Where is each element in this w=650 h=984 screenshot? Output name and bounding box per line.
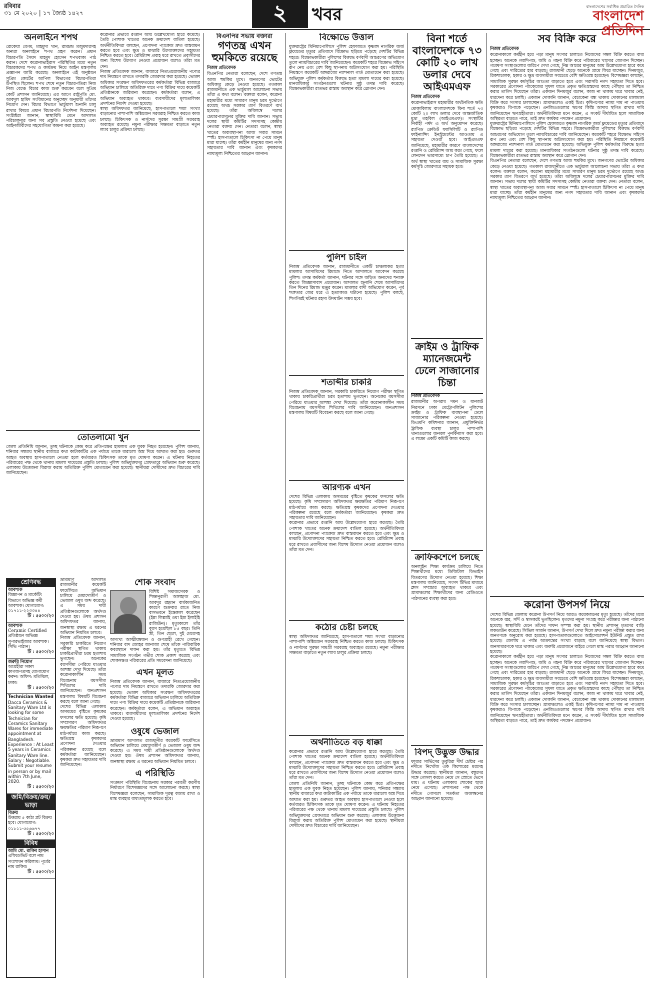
portrait-photo: [110, 590, 146, 634]
divider: [289, 620, 404, 621]
article-imf: [411, 33, 483, 333]
divider: [289, 735, 404, 736]
divider: [6, 430, 200, 431]
article-condolence: [110, 578, 200, 978]
headline: অর্থনীতিতে বড় ধাক্কা: [310, 738, 383, 748]
headline: কঠোর চেষ্টা চলছে: [315, 623, 378, 633]
article-ganatantra: [207, 33, 282, 423]
divider: [289, 480, 404, 481]
ad-text: এফিডেভিট বলে নাম সংশোধন করিলাম। পূর্বের নাম রাকিব।: [8, 854, 51, 871]
divider: [411, 745, 483, 746]
headline: গণতন্ত্র এখন হুমকিতে রয়েছে: [211, 40, 278, 64]
article-laptop: [411, 553, 483, 743]
article-body: করোনাকালে কর্মহীন হয়ে পড়া মানুষ সংসার চালাতে নিজেদের সম্বল বিক্রি করতে বাধ্য হচ্ছেন। অনেকে গবাদিপশু, জমি ও গহনা বিক্রি করে পরিবারের খাদ্যের জোগান দিচ্ছেন। গবেষণা সংস্থাগুলোর জরিপে দেখা গেছে, নিম্ন আয়ের মানুষের আয় উল্লেখযোগ্য হারে কমে গেছে এবং দারিদ্র্যের হার বাড়ছে। রাজধানী ছেড়ে অনেকে গ্রামে ফিরে যাচ্ছেন। দিনমজুর, রিকশাচালক, হকার ও ক্ষুদ্র ব্যবসায়ীরা সবচেয়ে বেশি ক্ষতিগ্রস্ত হয়েছেন। বিশেষজ্ঞরা বলছেন, সামাজিক সুরক্ষা কর্মসূচির আওতা বাড়াতে হবে এবং সরাসরি নগদ সহায়তা দিতে হবে। সরকারের প্রণোদনা প্যাকেজের সুফল যাতে প্রকৃত ক্ষতিগ্রস্তদের কাছে পৌঁছায় তা নিশ্চিত করার তাগিদ দিয়েছেন তাঁরা। একজন দিনমজুর বলেন, কাজ না থাকায় ঘরে খাবার নেই, ধারদেনা করে চলছি। একজন দোকানি জানান, বেচাকেনা বন্ধ থাকায় দোকানের মালামাল বিক্রি করে সংসার চালাচ্ছেন। গ্রামাঞ্চলেও একই চিত্র। কৃষিপণ্যের ন্যায্য দাম না পাওয়ায় কৃষকরাও বিপাকে পড়েছেন। এনজিওগুলোর ঋণের কিস্তি আদায় স্থগিত রাখার দাবি জানিয়েছেন ঋণগ্রহীতারা। অর্থনীতিবিদরা মনে করেন, এ সংকট দীর্ঘায়িত হলে সামাজিক অস্থিরতা বাড়তে পারে, তাই দ্রুত কার্যকর পদক্ষেপ প্রয়োজন।: [490, 655, 644, 724]
ad-text: উত্তরায় ৫ কাঠা প্লট বিক্রয় হবে। যোগাযোগ: ০১৮১১-৫৫৬৬৭৭: [8, 815, 52, 832]
headline: তোতলামো খুন: [77, 433, 129, 443]
article-body: করোনার প্রভাবে রপ্তানি আয় উল্লেখযোগ্য হারে কমেছে। তৈরি পোশাক খাতের অনেক ক্রয়াদেশ বাতিল হয়েছে। অর্থনীতিবিদরা বলছেন, প্রণোদনা প্যাকেজ দ্রুত বাস্তবায়ন করতে হবে এবং ক্ষুদ্র ও মাঝারি উদ্যোক্তাদের সহায়তা নিশ্চিত করতে হবে। রেমিট্যান্স প্রবাহ ধরে রাখতে প্রবাসীদের জন্য বিশেষ উদ্যোগ নেওয়া প্রয়োজন বলেও তাঁরা মত দেন।: [289, 521, 404, 553]
article-body: ফায়ার সার্ভিসের ডুবুরিরা দীর্ঘ চেষ্টার পর নদীতে নিখোঁজ এক কিশোরের মরদেহ উদ্ধার করেছে। স্থানীয়রা জানান, বন্ধুদের সঙ্গে গোসল করতে নেমে সে স্রোতে ভেসে যায়। এ ঘটনায় এলাকায় শোকের ছায়া নেমে এসেছে। প্রশাসনের পক্ষ থেকে নদীতে গোসলে সতর্কতা অবলম্বনের আহ্বান জানানো হয়েছে।: [411, 760, 483, 803]
classified-ad: [7, 848, 55, 878]
article-crime-traffic: [411, 338, 483, 548]
classifieds-header: বিবিধ: [7, 840, 55, 848]
article-online-oath: [6, 33, 96, 428]
classified-ad: [7, 623, 55, 659]
column-divider: [203, 33, 204, 978]
article-body: করোনাভাইরাস মহামারীর অর্থনৈতিক ক্ষতি মোকাবিলায় বাংলাদেশকে বিনা শর্তে ৭৩ কোটি ২০ লাখ ডলার দেবে আন্তর্জাতিক মুদ্রা তহবিল (আইএমএফ)। সংস্থাটির নির্বাহী পর্ষদ এ অর্থ অনুমোদন করেছে। র‍্যাপিড ক্রেডিট ফ্যাসিলিটি ও র‍্যাপিড ফাইন্যান্সিং ইনস্ট্রুমেন্টের আওতায় এ সহায়তা দেওয়া হবে। আইএমএফ জানিয়েছে, মহামারীর কারণে বাংলাদেশের রপ্তানি ও রেমিট্যান্স আয় কমে গেছে, ফলে লেনদেন ভারসাম্যে চাপ তৈরি হয়েছে। এ অর্থ স্বাস্থ্য খাতের ব্যয় ও সামাজিক সুরক্ষা কর্মসূচি জোরদারে সহায়ক হবে।: [411, 101, 483, 170]
headline: ওষুধে ভেজাল: [130, 726, 180, 737]
ad-title: আমি মো. রাকিব হাসান: [8, 849, 49, 855]
article-body: জেলা প্রতিনিধি জানান, তুচ্ছ ঘটনাকে কেন্দ্র করে প্রতিপক্ষের হামলায় এক যুবক নিহত হয়েছেন। পুলিশ জানায়, শনিবার সন্ধ্যায় স্থানীয় বাজারে কথা কাটাকাটির এক পর্যায়ে তাকে ধারালো অস্ত্র দিয়ে আঘাত করা হয়। গুরুতর আহত অবস্থায় হাসপাতালে নেওয়া হলে কর্তব্যরত চিকিৎসক তাকে মৃত ঘোষণা করেন। এ ঘটনায় নিহতের পরিবারের পক্ষ থেকে থানায় মামলা দায়েরের প্রস্তুতি চলছে। পুলিশ অভিযুক্তদের গ্রেফতারে অভিযান শুরু করেছে। এলাকায় উত্তেজনা বিরাজ করায় অতিরিক্ত পুলিশ মোতায়েন করা হয়েছে। স্থানীয়রা দোষীদের দ্রুত বিচারের দাবি জানিয়েছেন।: [6, 445, 200, 477]
article-sab-bikri: [490, 33, 644, 593]
ad-title: আবশ্যক: [8, 588, 23, 593]
article-continuation: [60, 578, 106, 978]
divider: [289, 250, 404, 251]
ad-text: আগ্রহীরা সকল কাগজপত্রসহ যোগাযোগ করুন। অফিস: মতিঝিল, ঢাকা।: [8, 664, 50, 686]
date-line: ৩১ মে ২০২০ | ১৭ জ্যৈষ্ঠ ১৪২৭: [4, 10, 84, 17]
article-bikkhobhe: [289, 33, 404, 248]
classifieds-column: [6, 578, 56, 978]
article-kathor: [289, 623, 404, 733]
classifieds-header: জমি/বিক্রয়/ক্রয়/ভাড়া: [7, 794, 55, 810]
ad-price: টি : ৫৫০০/২০: [27, 650, 54, 656]
headline: বিপদ্ উদ্ভুক্ত উদ্ধার: [414, 748, 480, 758]
article-corona: [490, 599, 644, 978]
article-body: নিজস্ব প্রতিবেদক জানান, রাজধানীতে একটি চাঞ্চল্যকর হত্যা মামলার আসামিদের রিমান্ডে নিতে আদালতে আবেদন করেছে পুলিশ। তদন্ত কর্মকর্তা জানান, ঘটনার সঙ্গে জড়িত অন্যদের শনাক্ত করতে জিজ্ঞাসাবাদ প্রয়োজন। আদালত শুনানি শেষে আসামিদের তিন দিনের রিমান্ড মঞ্জুর করেন। মামলার বাদী অভিযোগ করেন, পূর্ব শত্রুতার জের ধরে এ হত্যাকাণ্ড ঘটানো হয়েছে। পুলিশ বলছে, শিগগিরই ঘটনার রহস্য উদঘাটন সম্ভব হবে।: [289, 265, 404, 302]
article-body: বিএনপির নেতারা বলেছেন, দেশে গণতন্ত্র আজ হুমকির মুখে। জনগণের ভোটের অধিকার কেড়ে নেওয়া হয়েছে। গতকাল রাজধানীতে এক ভার্চুয়াল আলোচনা সভায় তাঁরা এ কথা বলেন। বক্তারা বলেন, করোনা মহামারীর মধ্যে সাধারণ মানুষ চরম দুর্ভোগে রয়েছে অথচ সরকার ত্রাণ বিতরণে ব্যর্থ হয়েছে। তাঁরা অবিলম্বে দলের চেয়ারপারসনের মুক্তির দাবি জানান। সভায় দলের স্থায়ী কমিটির সদস্যসহ কেন্দ্রীয় নেতারা বক্তব্য দেন। নেতারা বলেন, স্বাস্থ্য খাতের অব্যবস্থাপনা আজ সবার সামনে স্পষ্ট। হাসপাতালে চিকিৎসা না পেয়ে মানুষ মারা যাচ্ছে। তাঁরা কর্মহীন মানুষের জন্য নগদ সহায়তার দাবি জানান এবং কৃষকদের ন্যায্যমূল্য নিশ্চিতের আহ্বান জানান।: [207, 72, 282, 157]
divider: [490, 596, 644, 597]
logo-text: বাংলাদেশ প্রতিদিন: [592, 9, 644, 39]
classified-ad: [7, 810, 55, 840]
divider: [289, 375, 404, 376]
article-body: ভ্রাম্যমাণ আদালত রাজধানীর কয়েকটি ফার্মেসিতে অভিযান চালিয়ে মেয়াদোত্তীর্ণ ও ভেজাল ওষুধ জব্দ করেছে। এ সময় দায়ী প্রতিষ্ঠানগুলোকে অর্থদণ্ড দেওয়া হয়। ঔষধ প্রশাসন অধিদফতর জানায়, জনস্বাস্থ্য রক্ষায় এ ধরনের অভিযান নিয়মিত চলবে।: [110, 738, 200, 765]
headline: ক্রাফিকশেপে চলছে: [414, 553, 480, 563]
article-body: ভ্রাম্যমাণ আদালত রাজধানীর কয়েকটি ফার্মেসিতে অভিযান চালিয়ে মেয়াদোত্তীর্ণ ও ভেজাল ওষুধ জব্দ করেছে। এ সময় দায়ী প্রতিষ্ঠানগুলোকে অর্থদণ্ড দেওয়া হয়। ঔষধ প্রশাসন অধিদফতর জানায়, জনস্বাস্থ্য রক্ষায় এ ধরনের অভিযান নিয়মিত চলবে।: [60, 578, 106, 636]
column-divider: [285, 33, 286, 978]
weekday: রবিবার: [4, 3, 21, 10]
classifieds-header: শ্রেণিবদ্ধ: [7, 579, 55, 587]
article-body: রাজধানীর অপরাধ দমন ও যানজট নিরসনে ঢাকা মেট্রোপলিটন পুলিশের ক্রাইম ও ট্রাফিক ব্যবস্থাপনা ঢেলে সাজানোর পরিকল্পনা নেওয়া হয়েছে। ডিএমপি কমিশনার জানান, প্রযুক্তিনির্ভর ট্রাফিক ব্যবস্থা চালুর পাশাপাশি থানাগুলোর জনবল পুনর্বিন্যাস করা হবে। এ লক্ষ্যে একটি কমিটি কাজ করছে।: [411, 400, 483, 443]
article-body: বিএনপির নেতারা বলেছেন, দেশে গণতন্ত্র আজ হুমকির মুখে। জনগণের ভোটের অধিকার কেড়ে নেওয়া হয়েছে। গতকাল রাজধানীতে এক ভার্চুয়াল আলোচনা সভায় তাঁরা এ কথা বলেন। বক্তারা বলেন, করোনা মহামারীর মধ্যে সাধারণ মানুষ চরম দুর্ভোগে রয়েছে অথচ সরকার ত্রাণ বিতরণে ব্যর্থ হয়েছে। তাঁরা অবিলম্বে দলের চেয়ারপারসনের মুক্তির দাবি জানান। সভায় দলের স্থায়ী কমিটির সদস্যসহ কেন্দ্রীয় নেতারা বক্তব্য দেন। নেতারা বলেন, স্বাস্থ্য খাতের অব্যবস্থাপনা আজ সবার সামনে স্পষ্ট। হাসপাতালে চিকিৎসা না পেয়ে মানুষ মারা যাচ্ছে। তাঁরা কর্মহীন মানুষের জন্য নগদ সহায়তার দাবি জানান এবং কৃষকদের ন্যায্যমূল্য নিশ্চিতের আহ্বান জানান।: [490, 159, 644, 202]
article-body: স্বাস্থ্য অধিদফতর জানিয়েছে, হাসপাতালে শয্যা সংখ্যা বাড়ানোর পাশাপাশি অক্সিজেন সরবরাহ নিশ্চিত করতে কাজ চলছে। চিকিৎসক ও নার্সদের সুরক্ষা সামগ্রী সরবরাহ অব্যাহত রয়েছে। নমুনা পরীক্ষার সক্ষমতা বাড়াতে নতুন ল্যাব চালুর প্রক্রিয়া চলছে।: [100, 107, 200, 134]
article-body: রোকেয়া বেগম, মাহমুদা খান, রামচন্দ্র মজুমদারসহ অন্যরা অনলাইনে শপথ গ্রহণ করেন। প্রধান বিচারপতি সৈয়দ মাহমুদ হোসেন শপথবাক্য পাঠ করান। দেশে করোনাভাইরাস পরিস্থিতির মধ্যে নতুন বিচারকদের শপথ ও কার্যক্রম নিয়ে আইন মন্ত্রণালয় প্রজ্ঞাপন জারি করেছে। অনলাইনে এই অনুষ্ঠানে সুপ্রিম কোর্টের আপিল বিভাগের বিচারপতিরা উপস্থিত ছিলেন। শপথ শেষে নতুন বিচারপতিরা নিজ নিজ বেঞ্চে বিচার কাজ শুরু করবেন বলে সুপ্রিম কোর্ট প্রশাসন জানিয়েছে। এর আগে রাষ্ট্রপতি মো. আবদুল হামিদ সংবিধানের অনুচ্ছেদ অনুযায়ী তাঁদের নিয়োগ দেন। বিচার বিভাগে ভার্চুয়াল শুনানি চালু রাখার বিষয়ে প্রধান বিচারপতি নির্দেশনা দিয়েছেন। সংশ্লিষ্টরা জানান, স্বাস্থ্যবিধি মেনে আদালত পরিচালনার জন্য সব প্রস্তুতি নেওয়া হয়েছে এবং আইনজীবীদের সহযোগিতা কামনা করা হয়েছে।: [6, 45, 96, 130]
article-body: বিশিষ্ট সমাজসেবক ও শিক্ষানুরাগী আলহাজ মো. আবদুর রহমান বার্ধক্যজনিত কারণে শুক্রবার রাতে নিজ বাসভবনে ইন্তেকাল করেছেন (ইন্না লিল্লাহি ওয়া ইন্না ইলাইহি রাজিউন)। মৃত্যুকালে তাঁর বয়স হয়েছিল ৮৫ বছর। তিনি স্ত্রী, তিন ছেলে, দুই মেয়েসহ অসংখ্য আত্মীয়স্বজন ও গুণগ্রাহী রেখে গেছেন। শনিবার বাদ জোহর জানাজা শেষে তাঁকে পারিবারিক কবরস্থানে দাফন করা হয়। তাঁর মৃত্যুতে বিভিন্ন সামাজিক সংগঠন গভীর শোক প্রকাশ করেছে এবং শোকসন্তপ্ত পরিবারের প্রতি সমবেদনা জানিয়েছে।: [110, 590, 200, 664]
classified-ad-english: [7, 694, 55, 793]
headline: বিনা শর্তে বাংলাদেশকে ৭৩ কোটি ২০ লাখ ডলার দেবে আইএমএফ: [412, 33, 482, 93]
ad-text: Ceramic Certified প্রতিষ্ঠানে অভিজ্ঞ সুপারভাইজার আবশ্যক। সিভি পাঠান।: [8, 629, 49, 650]
photo-shoulder-shape: [114, 614, 143, 634]
headline: শোক সংবাদ: [134, 578, 176, 588]
ad-text: Dacca Ceramics & Sanitary Ware Ltd is looking for some Technician for Ceramics Sanitary Wares for immediate appointment at Bangladesh. Experience : At Least 5 years in Ceramics Sanitary Ware line. Salary : Negotiable. Submit your resume in person or by mail within 7th June, 2020.: [8, 700, 54, 786]
article-body: যুক্তরাষ্ট্রের মিনিয়াপোলিসে পুলিশ হেফাজতে কৃষ্ণাঙ্গ নাগরিক জর্জ ফ্লয়েডের মৃত্যুর প্রতিবাদে বিক্ষোভ ছড়িয়ে পড়েছে দেশটির বিভিন্ন শহরে। বিক্ষোভকারীরা পুলিশের বিরুদ্ধে বর্ণবাদী আচরণের অভিযোগ তুলে ন্যায়বিচারের দাবি জানিয়েছেন। কয়েকটি শহরে বিক্ষোভ সহিংস রূপ নেয় এবং বেশ কিছু স্থাপনায় অগ্নিসংযোগ করা হয়। পরিস্থিতি নিয়ন্ত্রণে কয়েকটি অঙ্গরাজ্যে ন্যাশনাল গার্ড মোতায়েন করা হয়েছে। অভিযুক্ত পুলিশ কর্মকর্তার বিরুদ্ধে হত্যা মামলা দায়ের করা হয়েছে। মানবাধিকার সংগঠনগুলো ঘটনার সুষ্ঠু তদন্ত দাবি করেছে। বিক্ষোভকারীরা রাতভর রাস্তায় অবস্থান করে স্লোগান দেন।: [289, 45, 404, 93]
headline: এ পরিস্থিতি: [135, 769, 175, 780]
classified-ad: [7, 587, 55, 623]
article-police: [289, 253, 404, 373]
photo-head-shape: [120, 597, 137, 615]
article-body: দেশের বিভিন্ন এলাকায় অসময়ের বৃষ্টিতে কৃষকের ফসলের ক্ষতি হয়েছে। কৃষি সম্প্রসারণ অধিদফতর ক্ষয়ক্ষতির পরিমাণ নিরূপণে মাঠপর্যায়ে কাজ করছে। ক্ষতিগ্রস্ত কৃষকদের প্রণোদনা দেওয়ার পরিকল্পনা রয়েছে বলে কর্মকর্তারা জানিয়েছেন। কৃষকরা দ্রুত সহায়তার দাবি জানিয়েছেন।: [289, 495, 404, 522]
headline: শতাব্দীর চাকরি: [321, 378, 372, 388]
ad-price: টি : ৫৫০০/২০: [27, 686, 54, 692]
ad-title: জরুরি নিয়োগ: [8, 659, 33, 665]
page-number: ২: [252, 0, 308, 28]
ad-text: বিজ্ঞাপন ও মার্কেটিং বিভাগে অভিজ্ঞ কর্মী আবশ্যক। যোগাযোগ: ০১৭১১-২২৩৩৪৪: [8, 593, 45, 615]
ad-title: আবশ্যক: [8, 623, 23, 629]
ad-price: টি : ৫৫০০/২০: [27, 614, 54, 620]
ad-title: Technician Wanted: [8, 695, 54, 701]
headline: আরণ্যক এখন: [322, 483, 371, 493]
pull-quote: ক্রাইম ও ট্রাফিক ম্যানেজমেন্ট ঢেলে সাজানোর চিন্তা: [411, 338, 483, 394]
article-body: নিজস্ব প্রতিবেদক জানান, সরকারি চাকরিতে নিয়োগ পরীক্ষা স্থগিত থাকায় চাকরিপ্রার্থীরা চরম হতাশায় ভুগছেন। অনেকের বয়সসীমা পেরিয়ে যাওয়ার আশঙ্কা দেখা দিয়েছে। তাঁরা করোনাকালীন সময় বিবেচনায় বয়সসীমা শিথিলের দাবি জানিয়েছেন। জনপ্রশাসন মন্ত্রণালয় বিষয়টি বিবেচনা করছে বলে জানা গেছে।: [60, 636, 106, 705]
headline: করোনা উপসর্গ নিয়ে: [524, 599, 610, 611]
article-bishnu: [411, 748, 483, 978]
article-body: যুক্তরাষ্ট্রের মিনিয়াপোলিসে পুলিশ হেফাজতে কৃষ্ণাঙ্গ নাগরিক জর্জ ফ্লয়েডের মৃত্যুর প্রতিবাদে বিক্ষোভ ছড়িয়ে পড়েছে দেশটির বিভিন্ন শহরে। বিক্ষোভকারীরা পুলিশের বিরুদ্ধে বর্ণবাদী আচরণের অভিযোগ তুলে ন্যায়বিচারের দাবি জানিয়েছেন। কয়েকটি শহরে বিক্ষোভ সহিংস রূপ নেয় এবং বেশ কিছু স্থাপনায় অগ্নিসংযোগ করা হয়। পরিস্থিতি নিয়ন্ত্রণে কয়েকটি অঙ্গরাজ্যে ন্যাশনাল গার্ড মোতায়েন করা হয়েছে। অভিযুক্ত পুলিশ কর্মকর্তার বিরুদ্ধে হত্যা মামলা দায়ের করা হয়েছে। মানবাধিকার সংগঠনগুলো ঘটনার সুষ্ঠু তদন্ত দাবি করেছে। বিক্ষোভকারীরা রাতভর রাস্তায় অবস্থান করে স্লোগান দেন।: [490, 122, 644, 159]
date-block: [4, 3, 83, 17]
byline: নিজস্ব প্রতিবেদক: [411, 394, 440, 399]
article-body: নিজস্ব প্রতিবেদক জানান, বাজারে নিত্যপ্রয়োজনীয় পণ্যের দাম নিয়ন্ত্রণে রাখতে তদারকি জোরদার করা হয়েছে। ভোক্তা অধিকার সংরক্ষণ অধিদফতরের কর্মকর্তারা বিভিন্ন বাজারে অভিযান চালিয়ে অতিরিক্ত দামে পণ্য বিক্রির দায়ে কয়েকটি প্রতিষ্ঠানকে জরিমানা করেছেন। কর্মকর্তারা বলেন, এ অভিযান অব্যাহত থাকবে। ব্যবসায়ীদের মূল্যতালিকা প্রদর্শনের নির্দেশ দেওয়া হয়েছে।: [100, 70, 200, 107]
column-divider: [407, 33, 408, 978]
column-divider: [486, 33, 487, 978]
ad-price: টি : ৫৫০০/২০: [27, 831, 54, 837]
article-online-oath-cont: [100, 33, 200, 428]
kicker: বিএনপির সভায় বক্তারা: [216, 33, 273, 40]
headline: পুলিশ চাইল: [326, 253, 367, 263]
byline: নিজস্ব প্রতিবেদক: [207, 66, 236, 71]
article-body: জেলা প্রতিনিধি জানান, তুচ্ছ ঘটনাকে কেন্দ্র করে প্রতিপক্ষের হামলায় এক যুবক নিহত হয়েছেন। পুলিশ জানায়, শনিবার সন্ধ্যায় স্থানীয় বাজারে কথা কাটাকাটির এক পর্যায়ে তাকে ধারালো অস্ত্র দিয়ে আঘাত করা হয়। গুরুতর আহত অবস্থায় হাসপাতালে নেওয়া হলে কর্তব্যরত চিকিৎসক তাকে মৃত ঘোষণা করেন। এ ঘটনায় নিহতের পরিবারের পক্ষ থেকে থানায় মামলা দায়েরের প্রস্তুতি চলছে। পুলিশ অভিযুক্তদের গ্রেফতারে অভিযান শুরু করেছে। এলাকায় উত্তেজনা বিরাজ করায় অতিরিক্ত পুলিশ মোতায়েন করা হয়েছে। স্থানীয়রা দোষীদের দ্রুত বিচারের দাবি জানিয়েছেন।: [289, 781, 404, 830]
classified-ad: [7, 659, 55, 695]
article-body: নিজস্ব প্রতিবেদক জানান, সরকারি চাকরিতে নিয়োগ পরীক্ষা স্থগিত থাকায় চাকরিপ্রার্থীরা চরম হতাশায় ভুগছেন। অনেকের বয়সসীমা পেরিয়ে যাওয়ার আশঙ্কা দেখা দিয়েছে। তাঁরা করোনাকালীন সময় বিবেচনায় বয়সসীমা শিথিলের দাবি জানিয়েছেন। জনপ্রশাসন মন্ত্রণালয় বিষয়টি বিবেচনা করছে বলে জানা গেছে।: [289, 390, 404, 417]
divider: [411, 550, 483, 551]
article-body: করোনার প্রভাবে রপ্তানি আয় উল্লেখযোগ্য হারে কমেছে। তৈরি পোশাক খাতের অনেক ক্রয়াদেশ বাতিল হয়েছে। অর্থনীতিবিদরা বলছেন, প্রণোদনা প্যাকেজ দ্রুত বাস্তবায়ন করতে হবে এবং ক্ষুদ্র ও মাঝারি উদ্যোক্তাদের সহায়তা নিশ্চিত করতে হবে। রেমিট্যান্স প্রবাহ ধরে রাখতে প্রবাসীদের জন্য বিশেষ উদ্যোগ নেওয়া প্রয়োজন বলেও তাঁরা মত দেন।: [289, 750, 404, 782]
section-title: খবর: [312, 5, 342, 25]
logo-tagline: বাংলাদেশের সর্বাধিক প্রচারিত দৈনিক: [586, 4, 644, 9]
article-body: নিজস্ব প্রতিবেদক জানান, বাজারে নিত্যপ্রয়োজনীয় পণ্যের দাম নিয়ন্ত্রণে রাখতে তদারকি জোরদার করা হয়েছে। ভোক্তা অধিকার সংরক্ষণ অধিদফতরের কর্মকর্তারা বিভিন্ন বাজারে অভিযান চালিয়ে অতিরিক্ত দামে পণ্য বিক্রির দায়ে কয়েকটি প্রতিষ্ঠানকে জরিমানা করেছেন। কর্মকর্তারা বলেন, এ অভিযান অব্যাহত থাকবে। ব্যবসায়ীদের মূল্যতালিকা প্রদর্শনের নির্দেশ দেওয়া হয়েছে।: [110, 680, 200, 723]
article-body: দেশের বিভিন্ন জেলায় করোনা উপসর্গ নিয়ে আরও কয়েকজনের মৃত্যু হয়েছে। তাঁদের মধ্যে অনেকে জ্বর, সর্দি ও শ্বাসকষ্টে ভুগছিলেন। মৃতদের নমুনা সংগ্রহ করে পরীক্ষার জন্য পাঠানো হয়েছে। স্বাস্থ্যবিধি মেনে তাঁদের দাফন সম্পন্ন করা হয়। স্থানীয় প্রশাসন মৃতদের বাড়ি লকডাউন করেছে। সিভিল সার্জন জানান, উপসর্গ দেখা দিলে দ্রুত নমুনা পরীক্ষা করার জন্য জনগণকে অনুরোধ করা হয়েছে। হাসপাতালগুলোতে আইসোলেশন ইউনিট প্রস্তুত রাখা হয়েছে। জেলায় এ পর্যন্ত আক্রান্তের সংখ্যা বাড়ছে বলে জানিয়েছে স্বাস্থ্য বিভাগ। জনসাধারণকে ঘরে থাকার এবং জরুরি প্রয়োজনে বাইরে গেলে মাস্ক পরার আহ্বান জানানো হয়েছে।: [490, 613, 644, 656]
headline: বিক্ষোভে উত্তাল: [319, 33, 374, 43]
byline: নিজস্ব প্রতিবেদক: [490, 47, 519, 52]
article-toleration: [6, 433, 200, 573]
article-body: অনলাইন শিক্ষা কার্যক্রম চালিয়ে নিতে শিক্ষার্থীদের মধ্যে ডিজিটাল ডিভাইস বিতরণের উদ্যোগ নেওয়া হয়েছে। শিক্ষা মন্ত্রণালয় জানিয়েছে, সংসদ টিভির মাধ্যমে ক্লাস সম্প্রচার অব্যাহত থাকবে এবং গ্রামাঞ্চলের শিক্ষার্থীদের জন্য রেডিওতে পাঠদানের ব্যবস্থা করা হবে।: [411, 565, 483, 602]
ad-title: বিক্রয়: [8, 810, 18, 816]
article-body: করোনাকালে কর্মহীন হয়ে পড়া মানুষ সংসার চালাতে নিজেদের সম্বল বিক্রি করতে বাধ্য হচ্ছেন। অনেকে গবাদিপশু, জমি ও গহনা বিক্রি করে পরিবারের খাদ্যের জোগান দিচ্ছেন। গবেষণা সংস্থাগুলোর জরিপে দেখা গেছে, নিম্ন আয়ের মানুষের আয় উল্লেখযোগ্য হারে কমে গেছে এবং দারিদ্র্যের হার বাড়ছে। রাজধানী ছেড়ে অনেকে গ্রামে ফিরে যাচ্ছেন। দিনমজুর, রিকশাচালক, হকার ও ক্ষুদ্র ব্যবসায়ীরা সবচেয়ে বেশি ক্ষতিগ্রস্ত হয়েছেন। বিশেষজ্ঞরা বলছেন, সামাজিক সুরক্ষা কর্মসূচির আওতা বাড়াতে হবে এবং সরাসরি নগদ সহায়তা দিতে হবে। সরকারের প্রণোদনা প্যাকেজের সুফল যাতে প্রকৃত ক্ষতিগ্রস্তদের কাছে পৌঁছায় তা নিশ্চিত করার তাগিদ দিয়েছেন তাঁরা। একজন দিনমজুর বলেন, কাজ না থাকায় ঘরে খাবার নেই, ধারদেনা করে চলছি। একজন দোকানি জানান, বেচাকেনা বন্ধ থাকায় দোকানের মালামাল বিক্রি করে সংসার চালাচ্ছেন। গ্রামাঞ্চলেও একই চিত্র। কৃষিপণ্যের ন্যায্য দাম না পাওয়ায় কৃষকরাও বিপাকে পড়েছেন। এনজিওগুলোর ঋণের কিস্তি আদায় স্থগিত রাখার দাবি জানিয়েছেন ঋণগ্রহীতারা। অর্থনীতিবিদরা মনে করেন, এ সংকট দীর্ঘায়িত হলে সামাজিক অস্থিরতা বাড়তে পারে, তাই দ্রুত কার্যকর পদক্ষেপ প্রয়োজন।: [490, 53, 644, 122]
article-shotabdi: [289, 378, 404, 478]
ad-price: টি : ৫৫০০/২০: [27, 870, 54, 876]
headline: সব বিক্রি করে: [537, 33, 597, 45]
article-body: সংক্রমণ পরিস্থিতি বিবেচনায় সরকার পরবর্তী করণীয় নির্ধারণে বিশেষজ্ঞদের সঙ্গে আলোচনা করছে। স্বাস্থ্য বিশেষজ্ঞরা বলেছেন, সামাজিক দূরত্ব বজায় রাখা ও মাস্ক ব্যবহার বাধ্যতামূলক করতে হবে।: [110, 781, 200, 802]
article-body: করোনার প্রভাবে রপ্তানি আয় উল্লেখযোগ্য হারে কমেছে। তৈরি পোশাক খাতের অনেক ক্রয়াদেশ বাতিল হয়েছে। অর্থনীতিবিদরা বলছেন, প্রণোদনা প্যাকেজ দ্রুত বাস্তবায়ন করতে হবে এবং ক্ষুদ্র ও মাঝারি উদ্যোক্তাদের সহায়তা নিশ্চিত করতে হবে। রেমিট্যান্স প্রবাহ ধরে রাখতে প্রবাসীদের জন্য বিশেষ উদ্যোগ নেওয়া প্রয়োজন বলেও তাঁরা মত দেন।: [100, 33, 200, 70]
ad-price: টি : ৫৫০০/২০: [27, 785, 54, 791]
article-body: দেশের বিভিন্ন এলাকায় অসময়ের বৃষ্টিতে কৃষকের ফসলের ক্ষতি হয়েছে। কৃষি সম্প্রসারণ অধিদফতর ক্ষয়ক্ষতির পরিমাণ নিরূপণে মাঠপর্যায়ে কাজ করছে। ক্ষতিগ্রস্ত কৃষকদের প্রণোদনা দেওয়ার পরিকল্পনা রয়েছে বলে কর্মকর্তারা জানিয়েছেন। কৃষকরা দ্রুত সহায়তার দাবি জানিয়েছেন।: [60, 705, 106, 769]
headline: এখন মূলত: [136, 668, 174, 679]
article-economy: [289, 738, 404, 978]
headline: অনলাইনে শপথ: [24, 33, 78, 43]
byline: নিজস্ব প্রতিবেদক: [411, 95, 440, 100]
article-body: স্বাস্থ্য অধিদফতর জানিয়েছে, হাসপাতালে শয্যা সংখ্যা বাড়ানোর পাশাপাশি অক্সিজেন সরবরাহ নিশ্চিত করতে কাজ চলছে। চিকিৎসক ও নার্সদের সুরক্ষা সামগ্রী সরবরাহ অব্যাহত রয়েছে। নমুনা পরীক্ষার সক্ষমতা বাড়াতে নতুন ল্যাব চালুর প্রক্রিয়া চলছে।: [289, 635, 404, 656]
article-aranya: [289, 483, 404, 618]
